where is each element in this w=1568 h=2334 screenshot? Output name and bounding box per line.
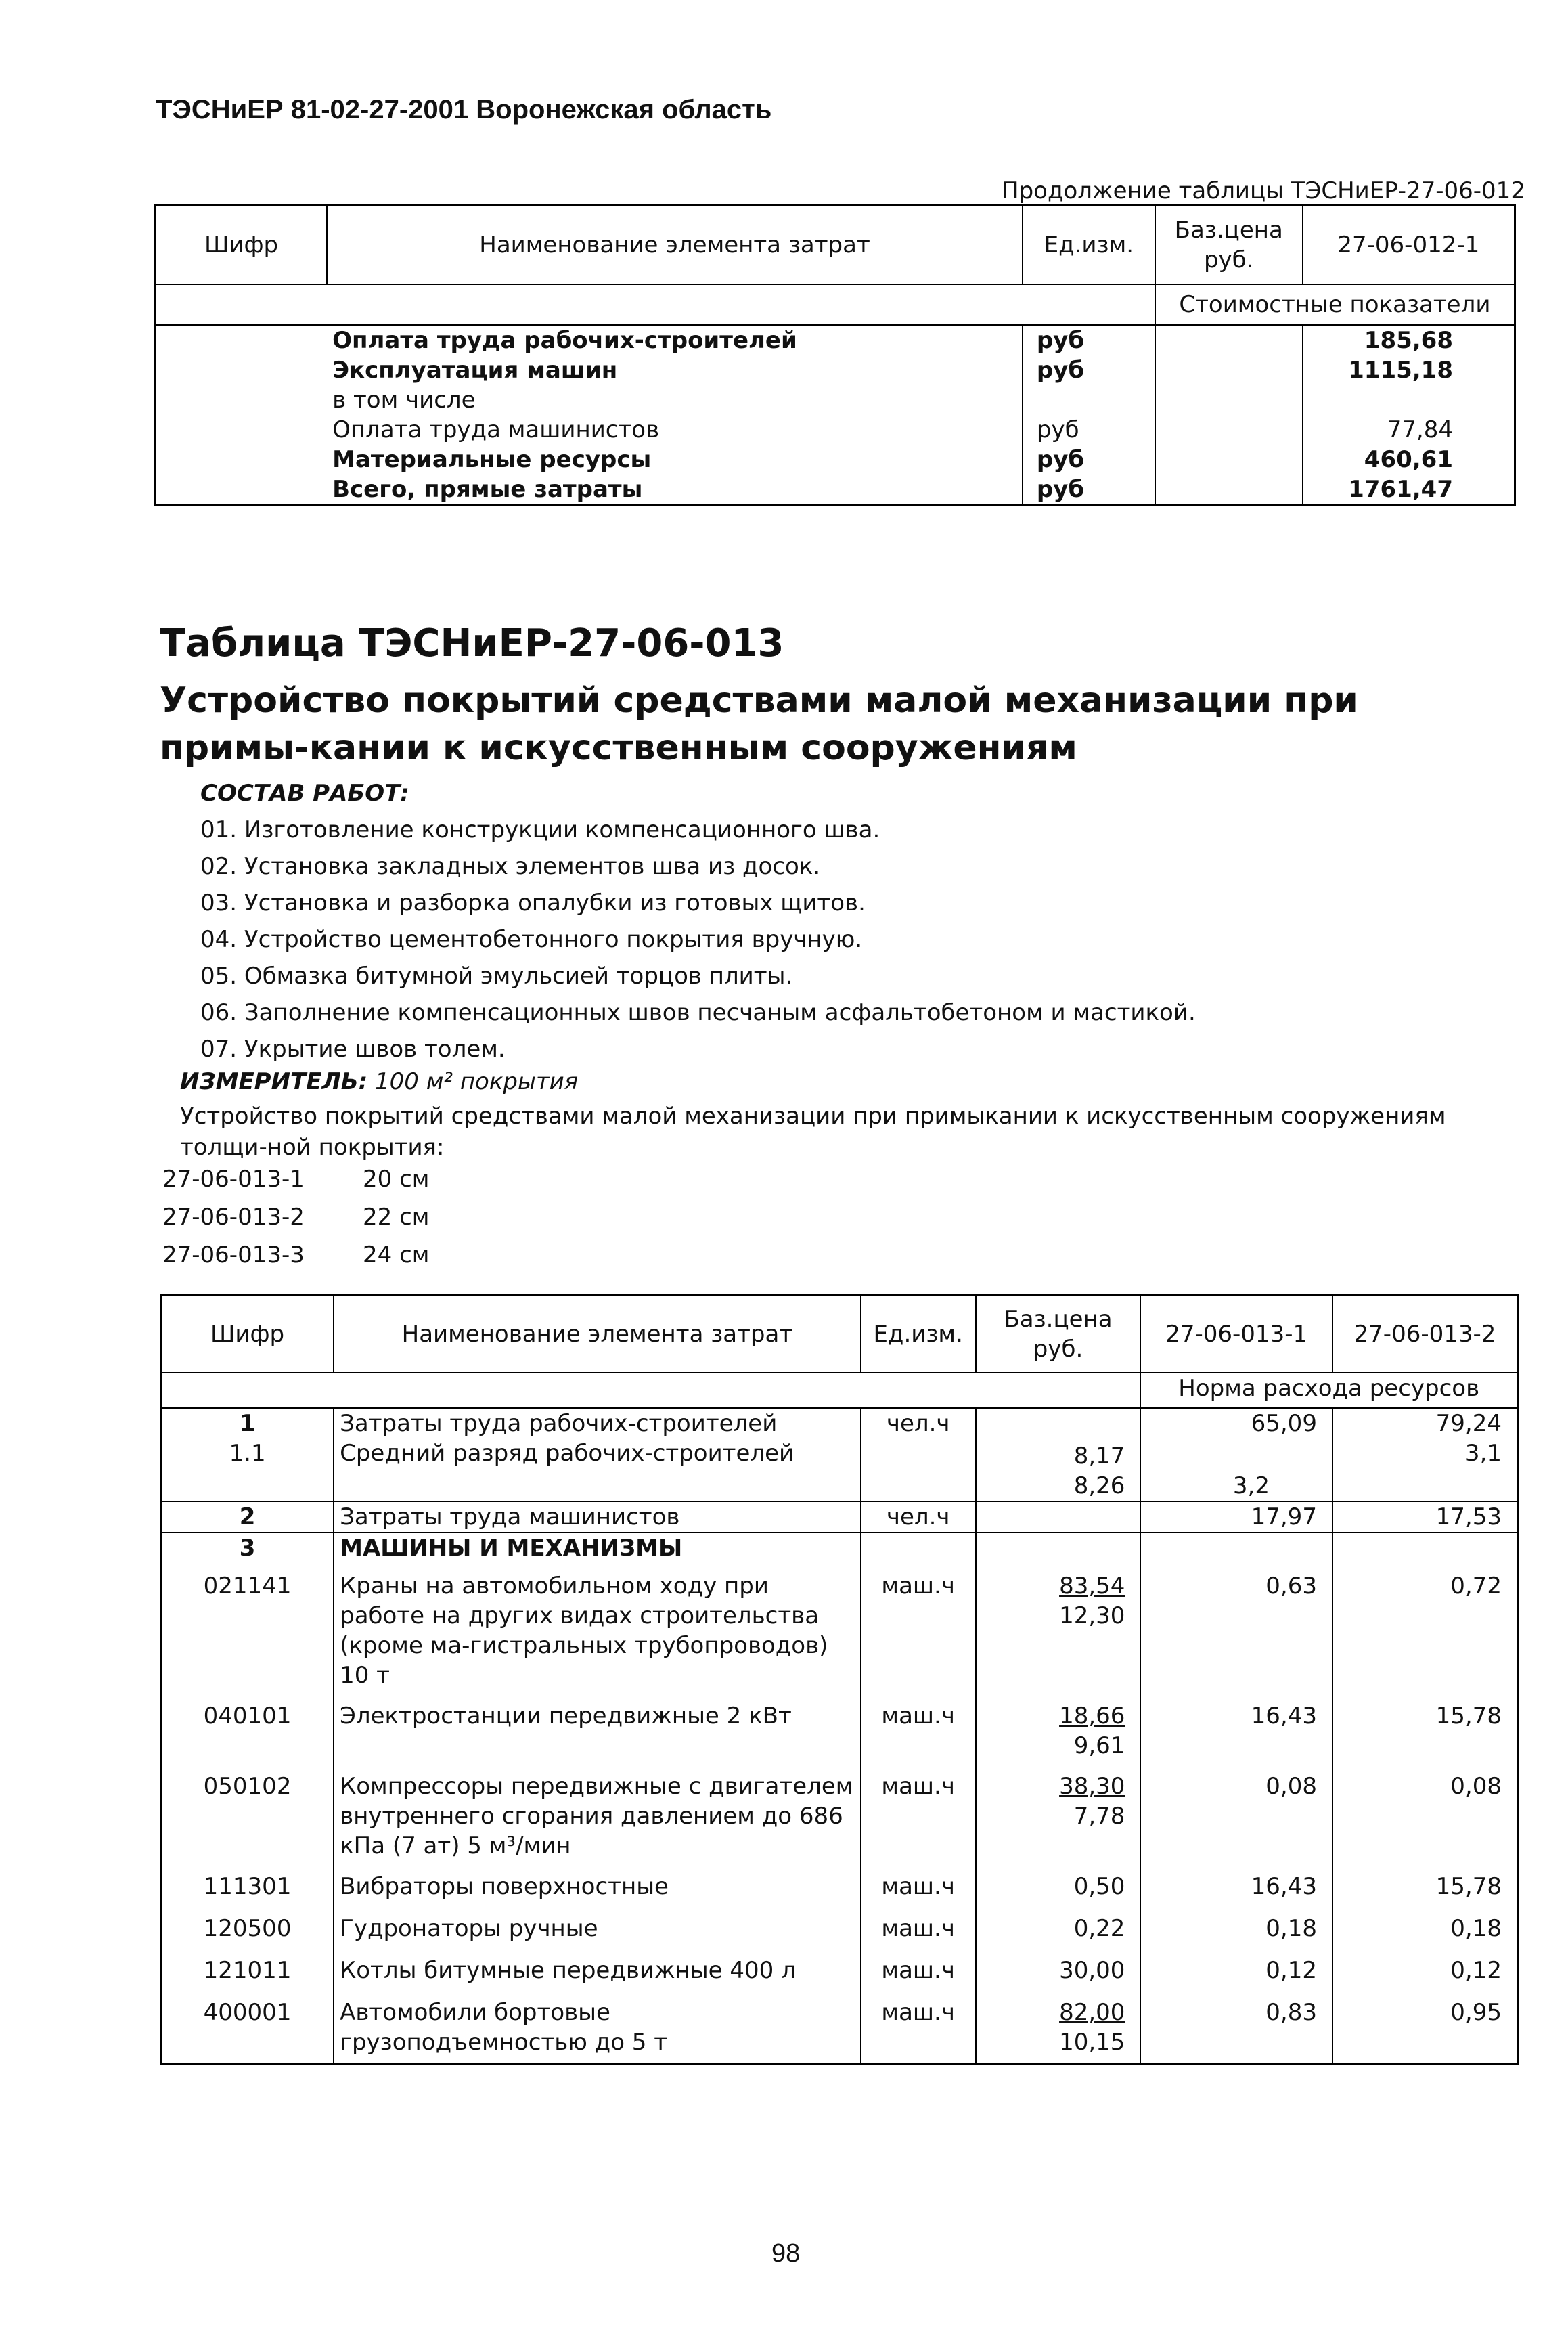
resource-table-013 — [160, 1294, 1519, 2065]
table-row: в том числе — [156, 385, 1515, 415]
table-row: 111301 Вибраторы поверхностные маш.ч 0,50 16,43 15,78 — [161, 1872, 1518, 1914]
col-header-code: Шифр — [161, 1296, 334, 1373]
col-header-unit: Ед.изм. — [861, 1296, 976, 1373]
table-row: 400001 Автомобили бортовые грузоподъемностью до 5 т маш.ч 82,00 10,15 0,83 0,95 — [161, 1998, 1518, 2064]
variant-thickness: 20 см — [363, 1166, 430, 1193]
table-continuation-label: Продолжение таблицы ТЭСНиЕР-27-06-012 — [1002, 177, 1525, 204]
table-row: 120500 Гудронаторы ручные маш.ч 0,22 0,18 0,18 — [161, 1914, 1518, 1956]
subheader-resource-norm: Норма расхода ресурсов — [1140, 1373, 1517, 1408]
table-row: 1.1 Средний разряд рабочих-строителей 8,17 8,26 3,2 3,1 — [161, 1438, 1518, 1501]
col-header-name: Наименование элемента затрат — [327, 206, 1023, 285]
table-title: Таблица ТЭСНиЕР-27-06-013 — [160, 621, 784, 665]
col-header-base-price: Баз.цена руб. — [1155, 206, 1303, 285]
table-row: 1 Затраты труда рабочих-строителей чел.ч 65,09 79,24 — [161, 1408, 1518, 1438]
cost-table-012 — [154, 204, 1516, 506]
measure-line — [180, 1068, 578, 1095]
col-header-name: Наименование элемента затрат — [334, 1296, 861, 1373]
col-header-base-price: Баз.цена руб. — [976, 1296, 1141, 1373]
col-header-variant: 27-06-012-1 — [1303, 206, 1515, 285]
work-item: 04. Устройство цементобетонного покрытия вручную. — [200, 926, 863, 953]
variant-thickness: 22 см — [363, 1204, 430, 1231]
section-subtitle: Устройство покрытий средствами малой механизации при примы-кании к искусственным сооружениям — [160, 680, 1358, 768]
variant-code: 27-06-013-3 — [162, 1241, 305, 1269]
col-header-variant-2: 27-06-013-2 — [1332, 1296, 1518, 1373]
description: Устройство покрытий средствами малой механизации при примыкании к искусственным сооружениям толщи-ной покрытия: — [180, 1103, 1446, 1161]
table-row: 121011 Котлы битумные передвижные 400 л маш.ч 30,00 0,12 0,12 — [161, 1956, 1518, 1998]
table-header-row — [156, 206, 1515, 285]
work-item: 01. Изготовление конструкции компенсационного шва. — [200, 816, 880, 843]
table-row: Эксплуатация машин руб 1115,18 — [332, 357, 1453, 384]
document-header: ТЭСНиЕР 81-02-27-2001 Воронежская область — [156, 95, 772, 125]
variant-code: 27-06-013-1 — [162, 1166, 305, 1193]
table-row: Оплата труда машинистов руб 77,84 — [332, 416, 1453, 443]
table-row: 040101 Электростанции передвижные 2 кВт маш.ч 18,66 9,61 16,43 15,78 — [161, 1701, 1518, 1771]
col-header-code: Шифр — [156, 206, 328, 285]
table-subheader-row — [156, 284, 1515, 325]
variant-thickness: 24 см — [363, 1241, 430, 1269]
table-row: 3 МАШИНЫ И МЕХАНИЗМЫ — [161, 1533, 1518, 1571]
subheader-cost-indicators: Стоимостные показатели — [1155, 284, 1515, 325]
table-row: 050102 Компрессоры передвижные с двигателем внутреннего сгорания давлением до 686 кПа (7 ат) 5 м³/мин маш.ч 38,30 7,78 0,08 0,08 — [161, 1771, 1518, 1872]
measure-value: 100 м² покрытия — [375, 1068, 579, 1095]
table-subheader-row — [161, 1373, 1518, 1408]
table-row: 021141 Краны на автомобильном ходу при работе на других видах строительства (кроме ма-гистральных трубопроводов) 10 т маш.ч 83,54 12,30 0,63 0,72 — [161, 1571, 1518, 1701]
table-header-row — [161, 1296, 1518, 1373]
col-header-variant-1: 27-06-013-1 — [1140, 1296, 1332, 1373]
works-label: СОСТАВ РАБОТ: — [200, 780, 409, 807]
measure-label: ИЗМЕРИТЕЛЬ: — [180, 1068, 368, 1095]
table-row: Оплата труда рабочих-строителей руб 185,68 — [156, 325, 1515, 355]
variant-code: 27-06-013-2 — [162, 1204, 305, 1231]
work-item: 06. Заполнение компенсационных швов песчаным асфальтобетоном и мастикой. — [200, 999, 1196, 1026]
table-row: Материальные ресурсы руб 460,61 — [332, 446, 1453, 473]
page-number: 98 — [771, 2239, 801, 2268]
col-header-unit: Ед.изм. — [1023, 206, 1155, 285]
work-item: 03. Установка и разборка опалубки из готовых щитов. — [200, 889, 866, 917]
work-item: 05. Обмазка битумной эмульсией торцов плиты. — [200, 963, 793, 990]
work-item: 02. Установка закладных элементов шва из досок. — [200, 853, 821, 880]
table-row: Всего, прямые затраты руб 1761,47 — [156, 475, 1515, 506]
table-row: 2 Затраты труда машинистов чел.ч 17,97 17,53 — [161, 1501, 1518, 1533]
work-item: 07. Укрытие швов толем. — [200, 1036, 506, 1063]
